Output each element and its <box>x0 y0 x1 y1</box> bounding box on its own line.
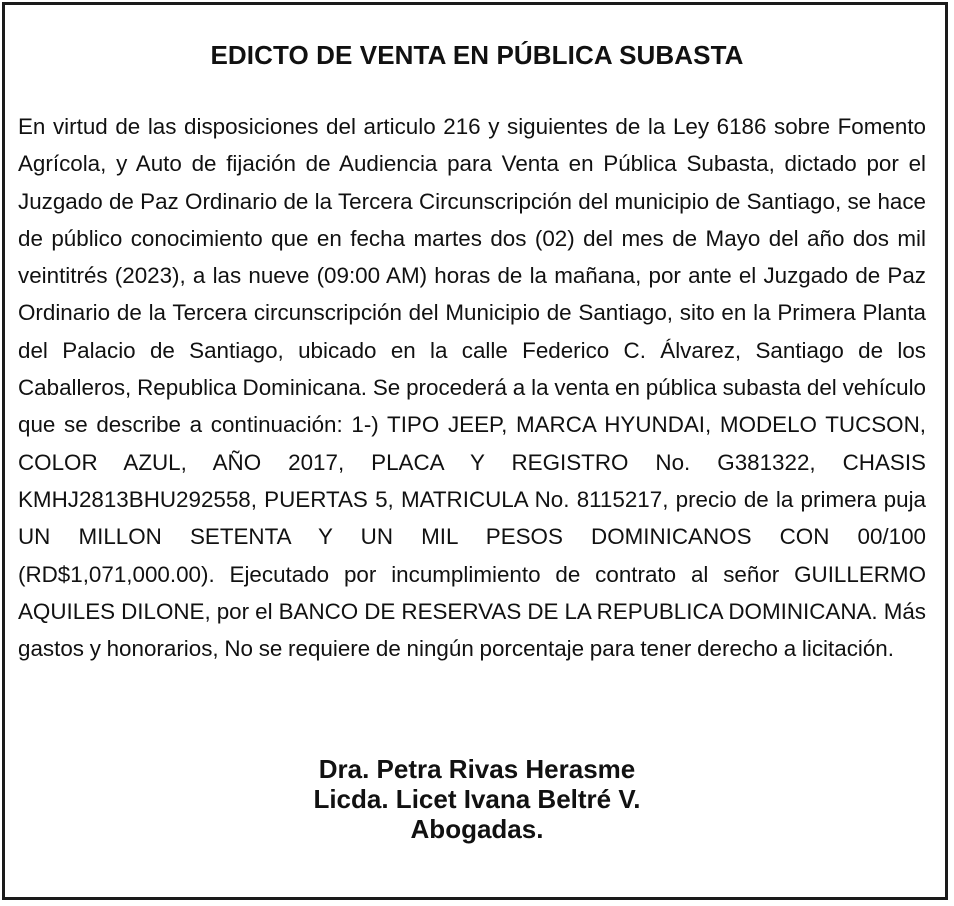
notice-body: En virtud de las disposiciones del articulo 216 y siguientes de la Ley 6186 sobre Fomento Agrícola, y Auto de fijación de Audiencia para Venta en Pública Subasta, dictado por el Juzgado de Paz Ordinario de la Tercera Circunscripción del municipio de Santiago, se hace de público conocimiento que en fecha martes dos (02) del mes de Mayo del año dos mil veintitrés (2023), a las nueve (09:00 AM) horas de la mañana, por ante el Juzgado de Paz Ordinario de la Tercera circunscripción del Municipio de Santiago, sito en la Primera Planta del Palacio de Santiago, ubicado en la calle Federico C. Álvarez, Santiago de los Caballeros, Republica Dominicana. Se procederá a la venta en pública subasta del vehículo que se describe a continuación: 1-) TIPO JEEP, MARCA HYUNDAI, MODELO TUCSON, COLOR AZUL, AÑO 2017, PLACA Y REGISTRO No. G381322, CHASIS KMHJ2813BHU292558, PUERTAS 5, MATRICULA No. 8115217, precio de la primera puja UN MILLON SETENTA Y UN MIL PESOS DOMINICANOS CON 00/100 (RD$1,071,000.00). Ejecutado por incumplimiento de contrato al señor GUILLERMO AQUILES DILONE, por el BANCO DE RESERVAS DE LA REPUBLICA DOMINICANA. Más gastos y honorarios, No se requiere de ningún porcentaje para tener derecho a licitación. <box>18 114 926 662</box>
signature-block <box>0 754 954 844</box>
notice-title: EDICTO DE VENTA EN PÚBLICA SUBASTA <box>210 40 744 70</box>
signature-name-1: Dra. Petra Rivas Herasme <box>318 754 636 784</box>
signature-role: Abogadas. <box>410 814 544 844</box>
signature-name-2: Licda. Licet Ivana Beltré V. <box>313 784 641 814</box>
